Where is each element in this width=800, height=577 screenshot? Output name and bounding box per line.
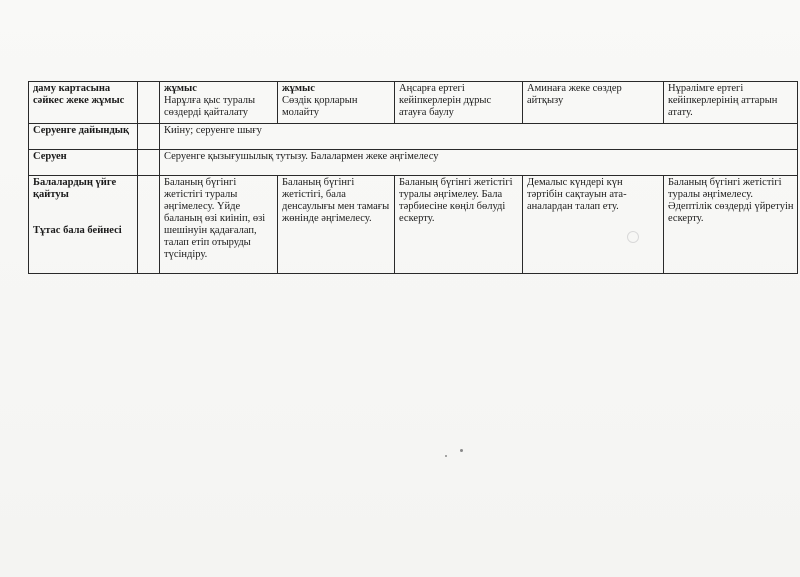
row-label-whole-child: Тұтас бала бейнесі — [33, 225, 122, 236]
cell-text: Баланың бүгінгі жетістігі туралы әңгімелеу. Бала тәрбиесіне көңіл бөлуді ескерту. — [399, 177, 513, 224]
cell-text: Аминаға жеке сөздер айтқызу — [527, 83, 622, 106]
cell-heading: жұмыс — [164, 83, 197, 94]
row-label-cell — [29, 176, 138, 274]
cell-text: Аңсарға ертегі кейіпкерлерін дұрыс атауға баулу — [399, 83, 492, 118]
row-label-dev-card: даму картасына сәйкес жеке жұмыс — [33, 83, 125, 106]
scan-speck — [460, 449, 463, 452]
table-cell — [395, 176, 523, 274]
spacer-cell — [138, 82, 160, 124]
spacer-cell — [138, 124, 160, 150]
table-cell — [664, 82, 798, 124]
table-cell — [160, 82, 278, 124]
cell-text: Киіну; серуенге шығу — [164, 125, 262, 136]
cell-text: Серуенге қызығушылық тутызу. Балалармен жеке әңгімелесу — [164, 151, 439, 162]
spacer-cell — [138, 176, 160, 274]
daily-plan-table — [28, 81, 798, 274]
row-label-cell — [29, 124, 138, 150]
cell-text: Демалыс күндері күн тәртібін сақтауын ата-аналардан талап ету. — [527, 177, 627, 212]
cell-text: Нарұлға қыс туралы сөздерді қайталату — [164, 95, 256, 118]
scan-speck — [445, 455, 447, 457]
table-cell — [523, 176, 664, 274]
table-cell — [278, 82, 395, 124]
table-cell-merged — [160, 124, 798, 150]
cell-text: Нұрәлімге ертегі кейіпкерлерінің аттарын атату. — [668, 83, 778, 118]
faint-stamp-mark — [627, 231, 639, 243]
table-cell — [664, 176, 798, 274]
row-label-cell — [29, 150, 138, 176]
row-label-walk-prep: Серуенге дайындық — [33, 125, 130, 136]
table-row-walk-prep — [29, 124, 798, 150]
spacer-cell — [138, 150, 160, 176]
cell-heading: жұмыс — [282, 83, 315, 94]
cell-text: Баланың бүгінгі жетістігі туралы әңгімелесу. Әдептілік сөздерді үйретуін ескерту. — [668, 177, 794, 224]
table-row-dev-card — [29, 82, 798, 124]
row-label-cell — [29, 82, 138, 124]
cell-text: Баланың бүгінгі жетістігі туралы әңгімелесу. Үйде баланың өзі киініп, өзі шешінуін қадағалап, талап етіп отыруды түсіндіру. — [164, 177, 266, 260]
table-cell-merged — [160, 150, 798, 176]
cell-text: Баланың бүгінгі жетістігі, бала денсаулығы мен тамағы жөнінде әңгімелесу. — [282, 177, 390, 224]
table-cell — [278, 176, 395, 274]
row-label-going-home: Балалардың үйге қайтуы — [33, 177, 117, 200]
row-label-walk: Серуен — [33, 151, 67, 162]
table-row-walk — [29, 150, 798, 176]
table-cell — [523, 82, 664, 124]
cell-text: Сөздік қорларын молайту — [282, 95, 358, 118]
table-row-going-home — [29, 176, 798, 274]
table-cell — [160, 176, 278, 274]
table-cell — [395, 82, 523, 124]
